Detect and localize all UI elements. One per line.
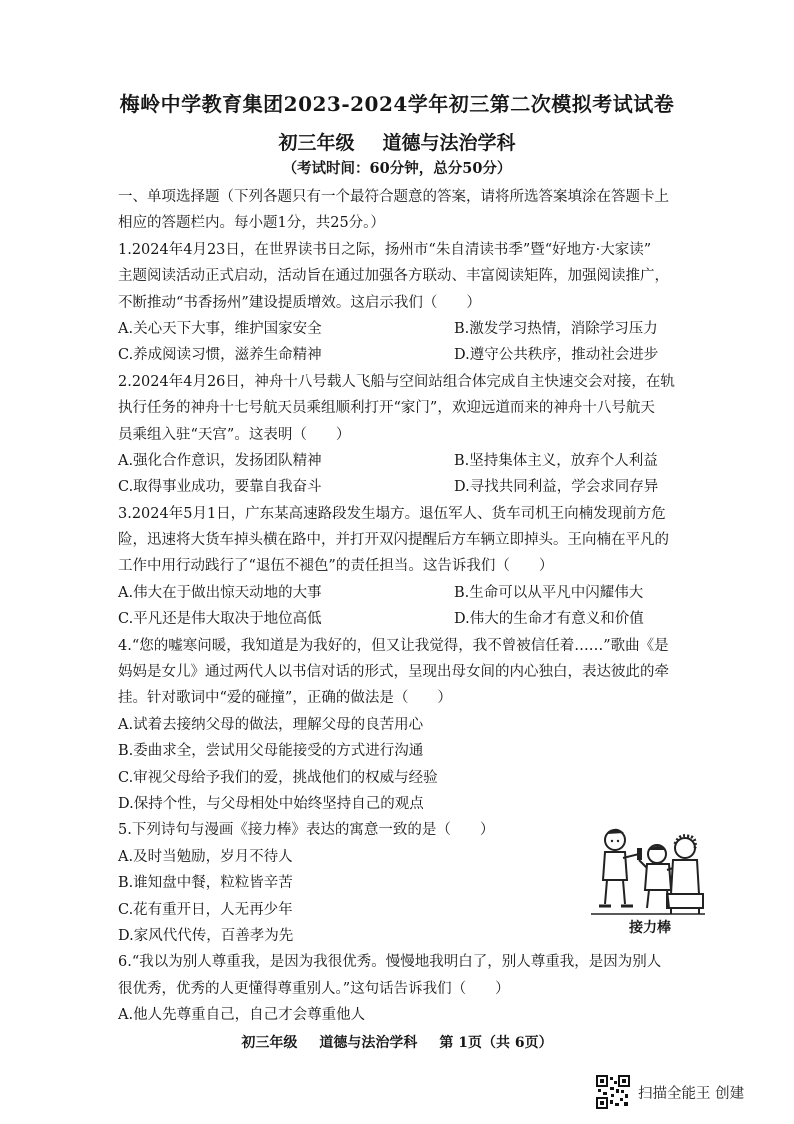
question-3-options-row — [118, 580, 758, 606]
scanner-label: 扫描全能王 创建 — [638, 1085, 745, 1102]
question-1-stem: 不断推动“书香扬州”建设提质增效。这启示我们（ ） — [118, 294, 481, 311]
question-1-stem: 主题阅读活动正式启动，活动旨在通过加强各方联动、丰富阅读矩阵，加强阅读推广， — [118, 268, 669, 285]
page-footer — [0, 1032, 794, 1052]
scanner-watermark — [596, 1075, 744, 1109]
question-2-stem: 2.2024年4月26日，神舟十八号载人飞船与空间站组合体完成自主快速交会对接，在轨 — [118, 373, 675, 390]
question-5-option-d: D.家风代代传，百善孝为先 — [118, 927, 294, 944]
question-3-stem: 险，迅速将大货车掉头横在路中，并打开双闪提醒后方车辆立即掉头。王向楠在平凡的 — [118, 532, 669, 549]
question-3-stem: 3.2024年5月1日，广东某高速路段发生塌方。退伍军人、货车司机王向楠发现前方危 — [118, 505, 666, 522]
question-1-stem: 1.2024年4月23日，在世界读书日之际，扬州市“朱自清读书季”暨“好地方·大家读” — [118, 241, 652, 258]
question-2-stem: 执行任务的神舟十七号航天员乘组顺利打开“家门”，欢迎远道而来的神舟十八号航天 — [118, 400, 655, 417]
question-4-stem: 4.“您的嘘寒问暖，我知道是为我好的，但又让我觉得，我不曾被信任着……”歌曲《是 — [118, 637, 669, 654]
question-3-stem: 工作中用行动践行了“退伍不褪色”的责任担当。这告诉我们（ ） — [118, 558, 554, 575]
question-3-option-a: A.伟大在于做出惊天动地的大事 — [118, 584, 322, 601]
question-3-options-row — [118, 606, 758, 632]
question-3-option-c: C.平凡还是伟大取决于地位高低 — [118, 611, 322, 628]
question-2-option-c: C.取得事业成功，要靠自我奋斗 — [118, 479, 322, 496]
question-2-options-row — [118, 474, 758, 500]
question-6-option-a: A.他人先尊重自己，自己才会尊重他人 — [118, 1007, 366, 1024]
relay-baton-cartoon — [587, 818, 709, 918]
question-3-option-b: B.生命可以从平凡中闪耀伟大 — [454, 584, 644, 601]
question-1-option-b: B.激发学习热情，消除学习压力 — [454, 320, 658, 337]
exam-title: 梅岭中学教育集团2023-2024学年初三第二次模拟考试试卷 — [119, 92, 675, 116]
question-1-option-d: D.遵守公共秩序，推动社会进步 — [454, 347, 659, 364]
cartoon-caption: 接力棒 — [629, 920, 671, 936]
question-4-stem: 挂。针对歌词中“爱的碰撞”，正确的做法是（ ） — [118, 690, 452, 707]
question-5-option-a: A.及时当勉励，岁月不待人 — [118, 848, 293, 865]
question-4-stem: 妈妈是女儿》通过两代人以书信对话的形式，呈现出母女间的内心独白，表达彼此的牵 — [118, 664, 669, 681]
question-2-options-row — [118, 448, 758, 474]
question-3-option-d: D.伟大的生命才有意义和价值 — [454, 611, 644, 628]
question-2-stem: 员乘组入驻“天宫”。这表明（ ） — [118, 426, 351, 443]
question-2-option-d: D.寻找共同利益，学会求同存异 — [454, 479, 659, 496]
question-2-option-b: B.坚持集体主义，放弃个人利益 — [454, 452, 658, 469]
grade-label: 初三年级 — [278, 132, 355, 154]
question-4-option-a: A.试着去接纳父母的做法，理解父母的良苦用心 — [118, 716, 424, 733]
footer-subject: 道德与法治学科 — [319, 1035, 418, 1051]
question-1-options-row — [118, 316, 758, 342]
section-heading-cont: 相应的答题栏内。每小题1分，共25分。） — [118, 215, 385, 232]
question-1-options-row — [118, 342, 758, 368]
question-6-stem: 很优秀，优秀的人更懂得尊重别人。”这句话告诉我们（ ） — [118, 980, 510, 997]
question-5-option-b: B.谁知盘中餐，粒粒皆辛苦 — [118, 875, 293, 892]
subject-label: 道德与法治学科 — [382, 132, 516, 154]
question-4-option-d: D.保持个性，与父母相处中始终坚持自己的观点 — [118, 795, 424, 812]
question-2-option-a: A.强化合作意识，发扬团队精神 — [118, 452, 322, 469]
question-1-option-a: A.关心天下大事，维护国家安全 — [118, 320, 322, 337]
exam-subtitle — [0, 128, 794, 155]
question-4-option-c: C.审视父母给予我们的爱，挑战他们的权威与经验 — [118, 769, 438, 786]
qr-code-icon — [596, 1075, 630, 1109]
question-6-stem: 6.“我以为别人尊重我，是因为我很优秀。慢慢地我明白了，别人尊重我，是因为别人 — [118, 954, 662, 971]
exam-info: （考试时间：60分钟，总分50分） — [282, 160, 512, 177]
section-heading: 一、单项选择题（下列各题只有一个最符合题意的答案，请将所选答案填涂在答题卡上 — [118, 189, 669, 205]
question-1-option-c: C.养成阅读习惯，滋养生命精神 — [118, 347, 322, 364]
question-4-option-b: B.委曲求全，尝试用父母能接受的方式进行沟通 — [118, 743, 424, 760]
question-5-stem: 5.下列诗句与漫画《接力棒》表达的寓意一致的是（ ） — [118, 822, 495, 839]
footer-page-number: 第 1页（共 6页） — [439, 1035, 553, 1051]
footer-grade: 初三年级 — [241, 1035, 298, 1051]
question-5-option-c: C.花有重开日，人无再少年 — [118, 901, 293, 918]
